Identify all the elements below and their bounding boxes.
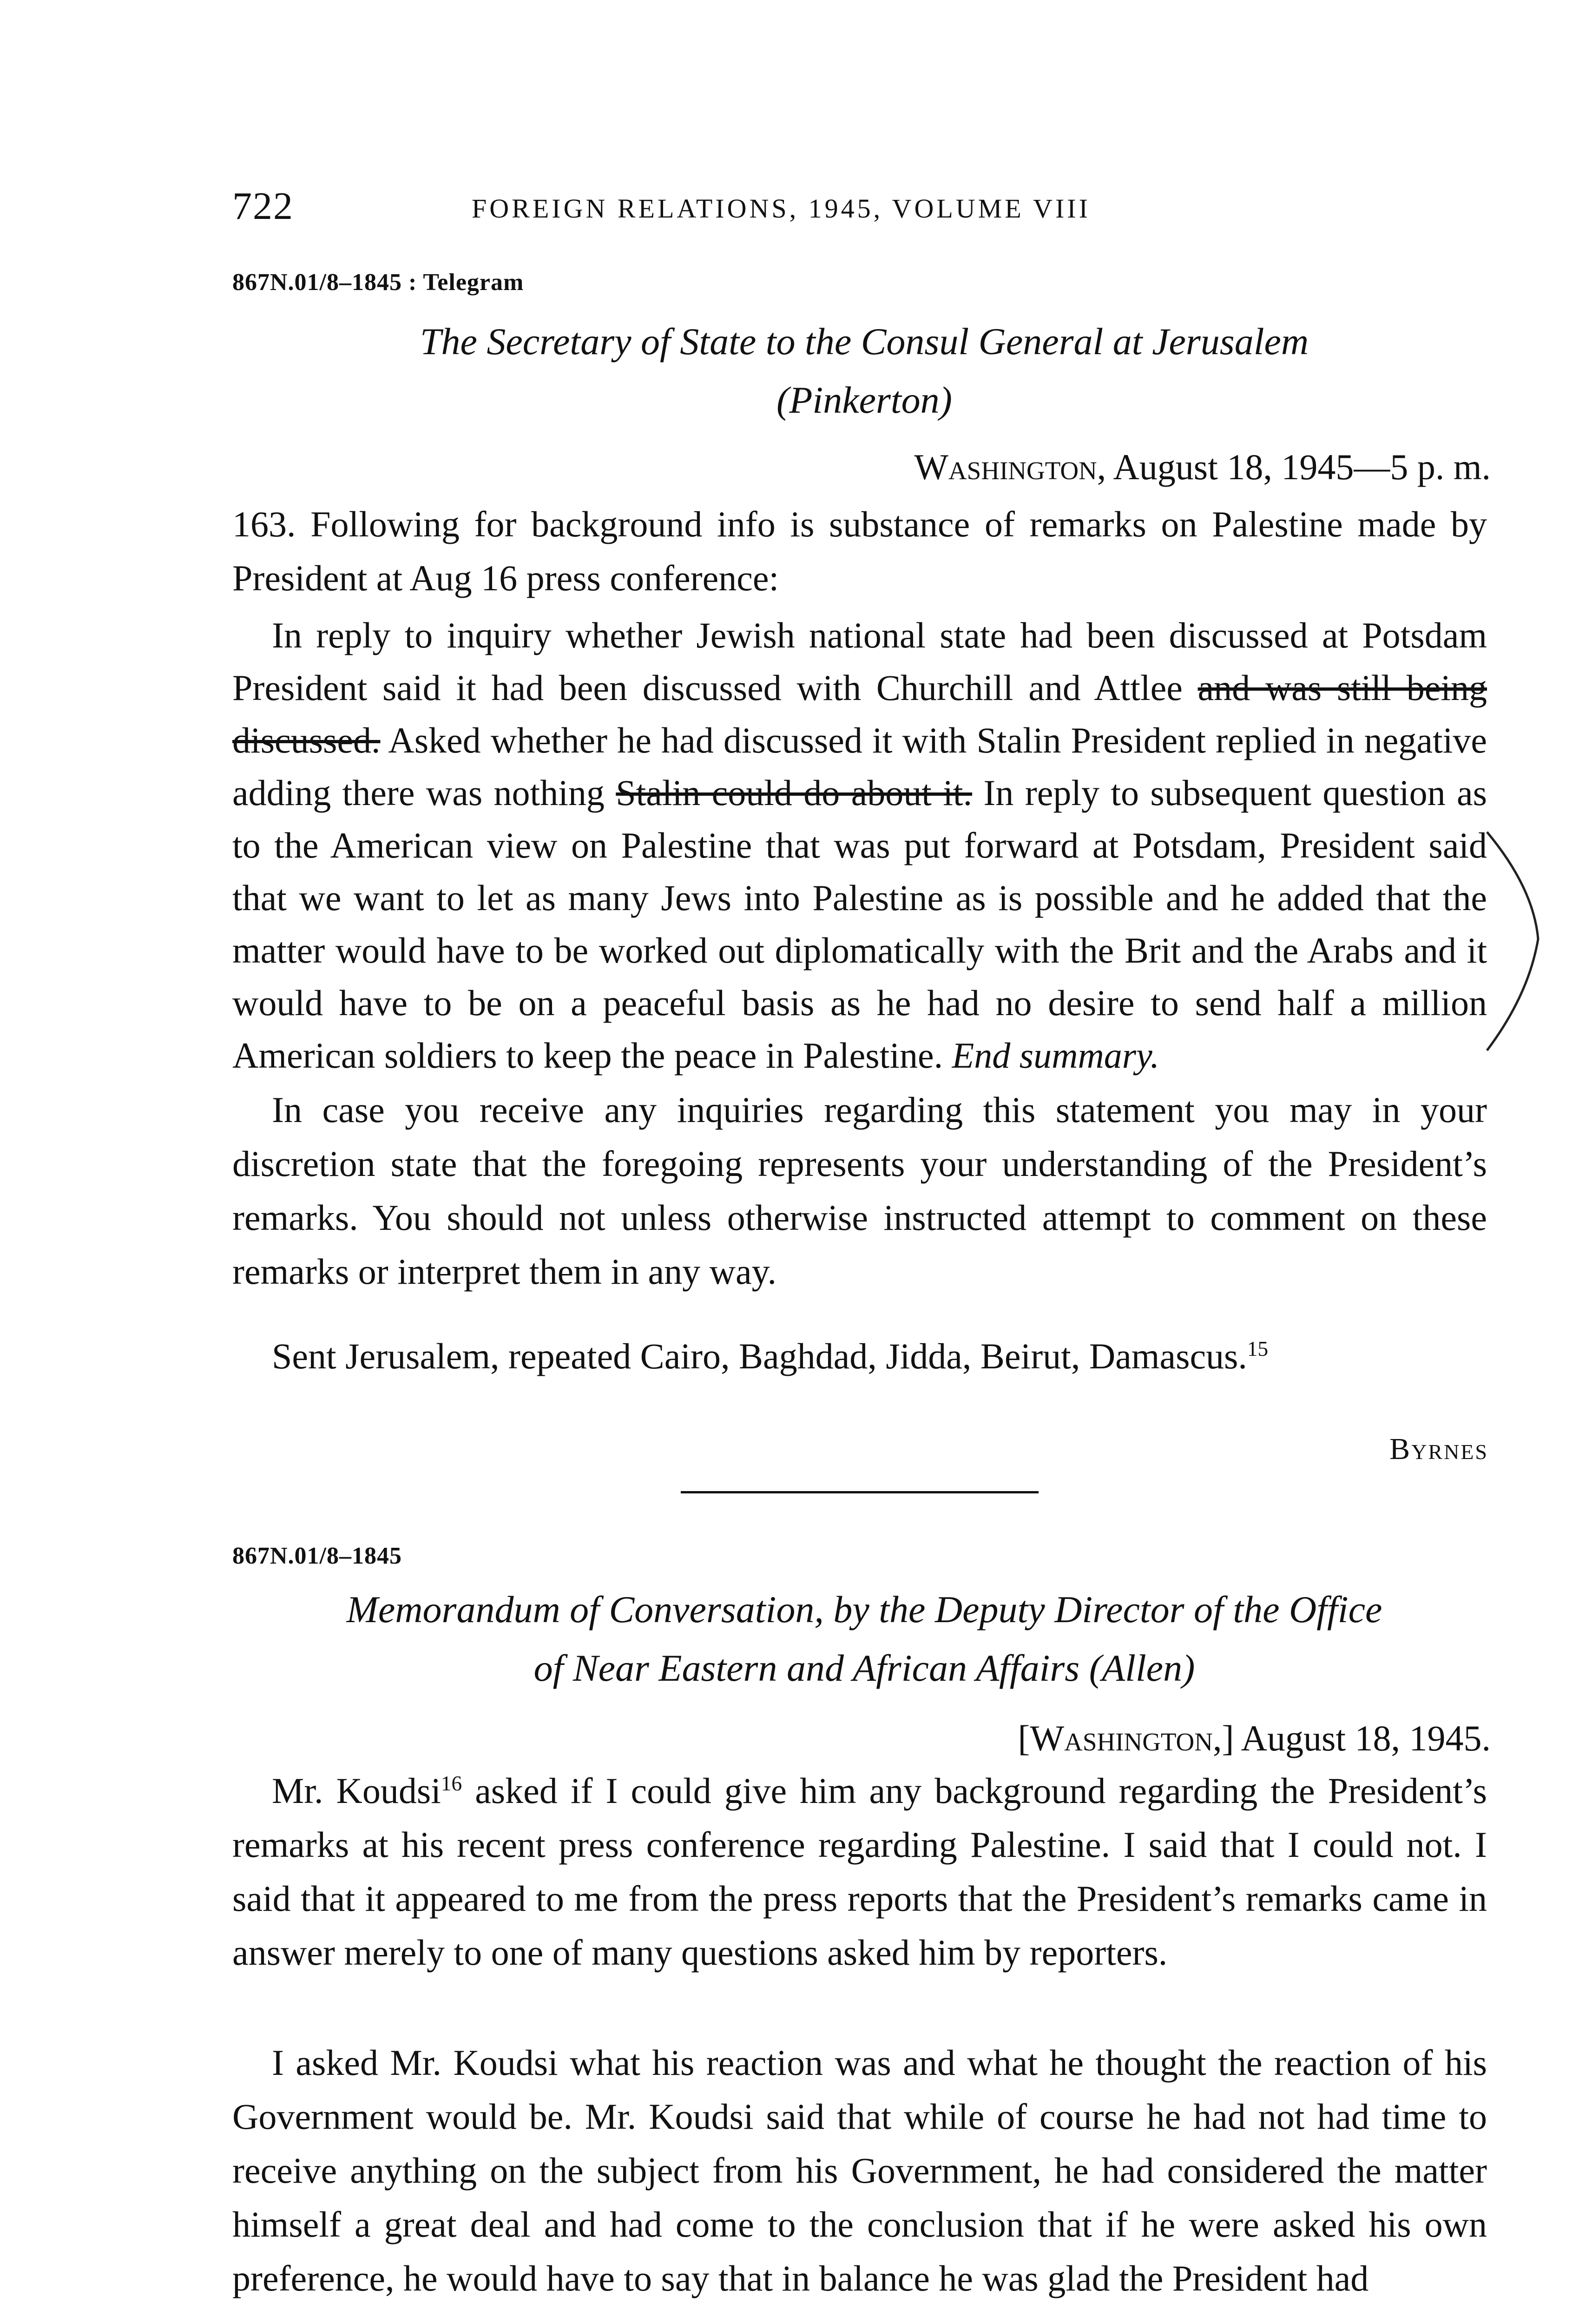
- dateline-place: Washington,: [1030, 1718, 1222, 1758]
- telegram-paragraph-3: [232, 1329, 1487, 1383]
- title-line-2: of Near Eastern and African Affairs (Allen): [533, 1647, 1195, 1689]
- margin-bracket-mark: [1468, 818, 1561, 1060]
- signature-byrnes: Byrnes: [1389, 1432, 1488, 1466]
- distribution-text: Sent Jerusalem, repeated Cairo, Baghdad, Jidda, Beirut, Damascus.: [272, 1336, 1247, 1376]
- dateline-date: August 18, 1945—5 p. m.: [1113, 447, 1491, 487]
- memo-text-a: Mr. Koudsi: [272, 1770, 441, 1811]
- dateline-1: [914, 446, 1491, 488]
- document-title-1: [232, 312, 1496, 429]
- struck-text-1: and was still being discussed.: [232, 667, 1487, 760]
- dateline-2: [1018, 1717, 1491, 1759]
- dateline-bracket-open: [: [1018, 1718, 1030, 1758]
- file-reference-2: 867N.01/8–1845: [232, 1543, 402, 1569]
- quote-text-a: In reply to inquiry whether Jewish national state had been discussed at Potsdam President said it had been discussed with Churchill and Attlee: [232, 615, 1487, 708]
- title-line-1: Memorandum of Conversation, by the Deputy Director of the Office: [346, 1588, 1382, 1631]
- end-summary: End summary.: [952, 1035, 1159, 1076]
- title-line-2: (Pinkerton): [776, 379, 952, 421]
- section-divider: [681, 1491, 1039, 1493]
- document-title-2: [232, 1580, 1496, 1697]
- telegram-paragraph-2: In case you receive any inquiries regarding this statement you may in your discretion state that the foregoing represents your understanding of the President’s remarks. You should not unless otherwise instructed attempt to comment on these remarks or interpret them in any way.: [232, 1089, 1487, 1292]
- footnote-ref-16: 16: [441, 1772, 462, 1795]
- quote-text-c: In reply to subsequent question as to the American view on Palestine that was put forward at Potsdam, President said that we want to let as many Jews into Palestine as is possible and he added that the matter would have to be worked out diplomatically with the Brit and the Arabs and it would have to be on a peaceful basis as he had no desire to send half a million American soldiers to keep the peace in Palestine.: [232, 772, 1487, 1076]
- dateline-place: Washington,: [914, 447, 1106, 487]
- memo-paragraph-1: [232, 1764, 1487, 1980]
- telegram-paragraph-1: 163. Following for background info is substance of remarks on Palestine made by President at Aug 16 press conference:: [232, 504, 1487, 598]
- memo-text-b: asked if I could give him any background regarding the President’s remarks at his recent press conference regarding Palestine. I said that I could not. I said that it appeared to me from the press reports that the President’s remarks came in answer merely to one of many questions asked him by reporters.: [232, 1770, 1487, 1973]
- dateline-date: ] August 18, 1945.: [1222, 1718, 1491, 1758]
- memo-paragraph-2: I asked Mr. Koudsi what his reaction was and what he thought the reaction of his Government would be. Mr. Koudsi said that while of course he had not had time to receive anything on the subject from his Government, he had considered the matter himself a great deal and had come to the conclusion that if he were asked his own preference, he would have to say that in balance he was glad the President had: [232, 2042, 1487, 2298]
- title-line-1: The Secretary of State to the Consul General at Jerusalem: [420, 320, 1309, 363]
- page-number: 722: [232, 185, 294, 228]
- footnote-ref-15: 15: [1247, 1337, 1269, 1360]
- struck-text-2: Stalin could do about it.: [616, 772, 973, 813]
- telegram-quote-block: [232, 609, 1487, 1082]
- quote-text-b: Asked whether he had discussed it with Stalin President replied in negative adding there was nothing: [232, 720, 1487, 813]
- file-reference-1: 867N.01/8–1845 : Telegram: [232, 269, 524, 296]
- running-title: FOREIGN RELATIONS, 1945, VOLUME VIII: [472, 193, 1091, 224]
